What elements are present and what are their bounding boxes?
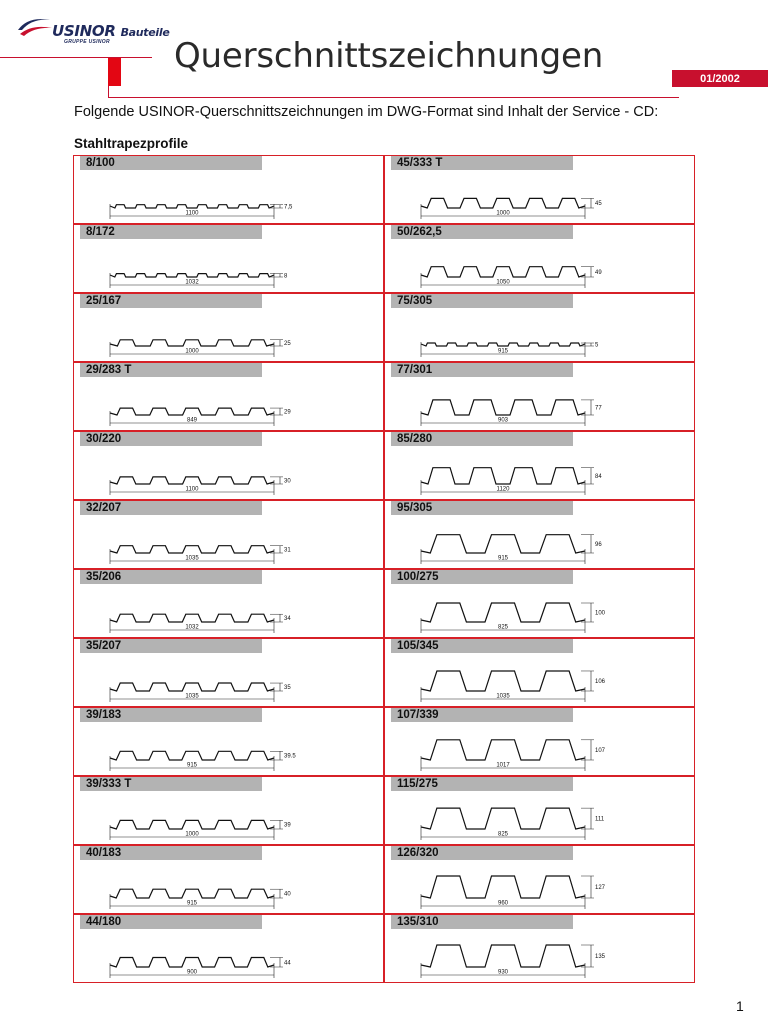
profile-name: 100/275 bbox=[391, 570, 573, 584]
profile-height-label: 127 bbox=[595, 885, 606, 891]
profile-drawing bbox=[74, 225, 385, 294]
page-title: Querschnittszeichnungen bbox=[174, 36, 604, 76]
profile-width-label: 849 bbox=[186, 417, 198, 424]
profile-drawing bbox=[74, 432, 385, 501]
profile-height-label: 7,5 bbox=[284, 204, 293, 211]
profile-width-label: 1000 bbox=[185, 831, 199, 838]
profile-outline bbox=[110, 958, 274, 968]
profile-drawing bbox=[385, 363, 696, 432]
date-badge: 01/2002 bbox=[672, 70, 768, 87]
profile-cell bbox=[73, 362, 384, 431]
profile-outline bbox=[110, 477, 274, 484]
profile-height-label: 49 bbox=[595, 269, 602, 276]
profile-height-label: 30 bbox=[284, 478, 291, 485]
profile-name: 35/207 bbox=[80, 639, 262, 653]
profile-height-label: 8 bbox=[284, 273, 288, 280]
profile-height-label: 111 bbox=[595, 816, 605, 823]
profile-outline bbox=[110, 820, 274, 829]
profile-outline bbox=[421, 535, 585, 553]
profile-name: 29/283 T bbox=[80, 363, 262, 377]
profile-cell bbox=[73, 914, 384, 983]
profile-drawing bbox=[74, 708, 385, 777]
profile-drawing bbox=[74, 363, 385, 432]
profile-cell bbox=[384, 431, 695, 500]
profile-width-label: 930 bbox=[497, 969, 509, 976]
profile-grid bbox=[73, 155, 695, 982]
profile-width-label: 903 bbox=[497, 417, 509, 424]
profile-name: 115/275 bbox=[391, 777, 573, 791]
profile-height-label: 29 bbox=[284, 409, 291, 416]
profile-cell bbox=[73, 569, 384, 638]
profile-outline bbox=[421, 267, 585, 277]
profile-height-label: 77 bbox=[595, 405, 602, 412]
profile-width-label: 825 bbox=[497, 831, 509, 838]
profile-cell bbox=[384, 914, 695, 983]
profile-height-label: 106 bbox=[595, 678, 606, 685]
profile-outline bbox=[421, 671, 585, 691]
profile-height-label: 84 bbox=[595, 473, 602, 480]
profile-drawing bbox=[385, 225, 696, 294]
profile-drawing bbox=[74, 777, 385, 846]
profile-height-label: 39 bbox=[284, 822, 291, 829]
profile-name: 105/345 bbox=[391, 639, 573, 653]
logo-suffix: Bauteile bbox=[120, 26, 170, 39]
profile-outline bbox=[110, 205, 274, 208]
profile-cell bbox=[384, 707, 695, 776]
profile-cell bbox=[384, 776, 695, 845]
profile-name: 45/333 T bbox=[391, 156, 573, 170]
profile-width-label: 1000 bbox=[185, 348, 199, 355]
profile-height-label: 5 bbox=[595, 342, 599, 349]
profile-outline bbox=[110, 683, 274, 691]
profile-height-label: 107 bbox=[595, 747, 606, 754]
profile-height-label: 31 bbox=[284, 547, 291, 554]
logo-wordmark bbox=[52, 22, 170, 40]
profile-name: 44/180 bbox=[80, 915, 262, 929]
profile-cell bbox=[384, 845, 695, 914]
profile-cell bbox=[384, 224, 695, 293]
profile-cell bbox=[384, 155, 695, 224]
profile-drawing bbox=[74, 294, 385, 363]
profile-cell bbox=[73, 500, 384, 569]
profile-name: 50/262,5 bbox=[391, 225, 573, 239]
profile-height-label: 96 bbox=[595, 541, 602, 548]
logo-swoosh-icon bbox=[14, 8, 54, 48]
profile-drawing bbox=[385, 846, 696, 915]
profile-cell bbox=[73, 224, 384, 293]
profile-drawing bbox=[385, 294, 696, 363]
profile-height-label: 45 bbox=[595, 201, 602, 208]
profile-height-label: 135 bbox=[595, 954, 606, 960]
profile-width-label: 960 bbox=[497, 900, 509, 907]
profile-cell bbox=[73, 707, 384, 776]
profile-width-label: 915 bbox=[186, 762, 198, 769]
profile-outline bbox=[110, 751, 274, 760]
profile-drawing bbox=[385, 777, 696, 846]
profile-outline bbox=[421, 343, 585, 346]
usinor-logo bbox=[14, 8, 170, 48]
profile-name: 8/100 bbox=[80, 156, 262, 170]
profile-name: 126/320 bbox=[391, 846, 573, 860]
profile-drawing bbox=[74, 156, 385, 225]
profile-cell bbox=[384, 638, 695, 707]
profile-name: 39/333 T bbox=[80, 777, 262, 791]
profile-name: 135/310 bbox=[391, 915, 573, 929]
profile-cell bbox=[384, 500, 695, 569]
profile-drawing bbox=[385, 432, 696, 501]
profile-name: 32/207 bbox=[80, 501, 262, 515]
profile-height-label: 100 bbox=[595, 610, 606, 617]
profile-name: 85/280 bbox=[391, 432, 573, 446]
profile-outline bbox=[421, 400, 585, 415]
profile-width-label: 900 bbox=[186, 969, 198, 976]
profile-drawing bbox=[74, 915, 385, 984]
profile-name: 40/183 bbox=[80, 846, 262, 860]
profile-outline bbox=[110, 274, 274, 277]
profile-name: 30/220 bbox=[80, 432, 262, 446]
profile-name: 77/301 bbox=[391, 363, 573, 377]
profile-width-label: 1050 bbox=[496, 279, 510, 286]
profile-outline bbox=[421, 198, 585, 208]
profile-outline bbox=[110, 340, 274, 346]
title-accent-block bbox=[108, 58, 121, 86]
profile-cell bbox=[73, 155, 384, 224]
profile-cell bbox=[384, 293, 695, 362]
profile-width-label: 915 bbox=[497, 348, 509, 355]
profile-outline bbox=[421, 468, 585, 484]
profile-cell bbox=[384, 569, 695, 638]
logo-main: USINOR bbox=[52, 22, 116, 40]
profile-width-label: 1100 bbox=[185, 210, 199, 217]
profile-width-label: 825 bbox=[497, 624, 509, 631]
profile-outline bbox=[421, 603, 585, 622]
profile-drawing bbox=[385, 639, 696, 708]
profile-height-label: 44 bbox=[284, 960, 291, 967]
profile-width-label: 1017 bbox=[496, 762, 510, 769]
profile-drawing bbox=[385, 501, 696, 570]
profile-name: 8/172 bbox=[80, 225, 262, 239]
profile-drawing bbox=[385, 570, 696, 639]
profile-drawing bbox=[385, 915, 696, 984]
profile-height-label: 40 bbox=[284, 891, 291, 898]
profile-drawing bbox=[74, 639, 385, 708]
profile-drawing bbox=[74, 501, 385, 570]
profile-width-label: 1032 bbox=[185, 279, 199, 286]
profile-outline bbox=[110, 546, 274, 553]
profile-width-label: 1032 bbox=[185, 624, 199, 631]
profile-width-label: 1035 bbox=[185, 555, 199, 562]
profile-height-label: 25 bbox=[284, 340, 291, 347]
profile-width-label: 915 bbox=[186, 900, 198, 907]
profile-cell bbox=[73, 638, 384, 707]
profile-width-label: 1120 bbox=[496, 486, 510, 493]
profile-drawing bbox=[74, 846, 385, 915]
section-title: Stahltrapezprofile bbox=[74, 136, 189, 151]
profile-drawing bbox=[385, 156, 696, 225]
profile-outline bbox=[421, 945, 585, 967]
profile-drawing bbox=[74, 570, 385, 639]
profile-outline bbox=[421, 808, 585, 829]
profile-cell bbox=[73, 431, 384, 500]
profile-cell bbox=[384, 362, 695, 431]
intro-text: Folgende USINOR-Querschnittszeichnungen im DWG-Format sind Inhalt der Service - CD: bbox=[74, 104, 659, 120]
profile-cell bbox=[73, 293, 384, 362]
profile-outline bbox=[110, 889, 274, 898]
profile-height-label: 34 bbox=[284, 616, 291, 623]
profile-width-label: 1035 bbox=[185, 693, 199, 700]
profile-name: 25/167 bbox=[80, 294, 262, 308]
logo-subline: GRUPPE USINOR bbox=[64, 39, 110, 45]
profile-outline bbox=[421, 876, 585, 898]
profile-name: 95/305 bbox=[391, 501, 573, 515]
profile-name: 75/305 bbox=[391, 294, 573, 308]
profile-cell bbox=[73, 776, 384, 845]
profile-name: 39/183 bbox=[80, 708, 262, 722]
profile-height-label: 39.5 bbox=[284, 753, 296, 760]
profile-outline bbox=[110, 614, 274, 622]
profile-width-label: 915 bbox=[497, 555, 509, 562]
profile-width-label: 1100 bbox=[185, 486, 199, 493]
profile-outline bbox=[421, 740, 585, 760]
profile-width-label: 1035 bbox=[496, 693, 510, 700]
profile-width-label: 1000 bbox=[496, 210, 510, 217]
profile-name: 107/339 bbox=[391, 708, 573, 722]
page-number: 1 bbox=[736, 998, 744, 1014]
profile-height-label: 35 bbox=[284, 685, 291, 692]
profile-name: 35/206 bbox=[80, 570, 262, 584]
profile-outline bbox=[110, 408, 274, 415]
profile-cell bbox=[73, 845, 384, 914]
profile-drawing bbox=[385, 708, 696, 777]
